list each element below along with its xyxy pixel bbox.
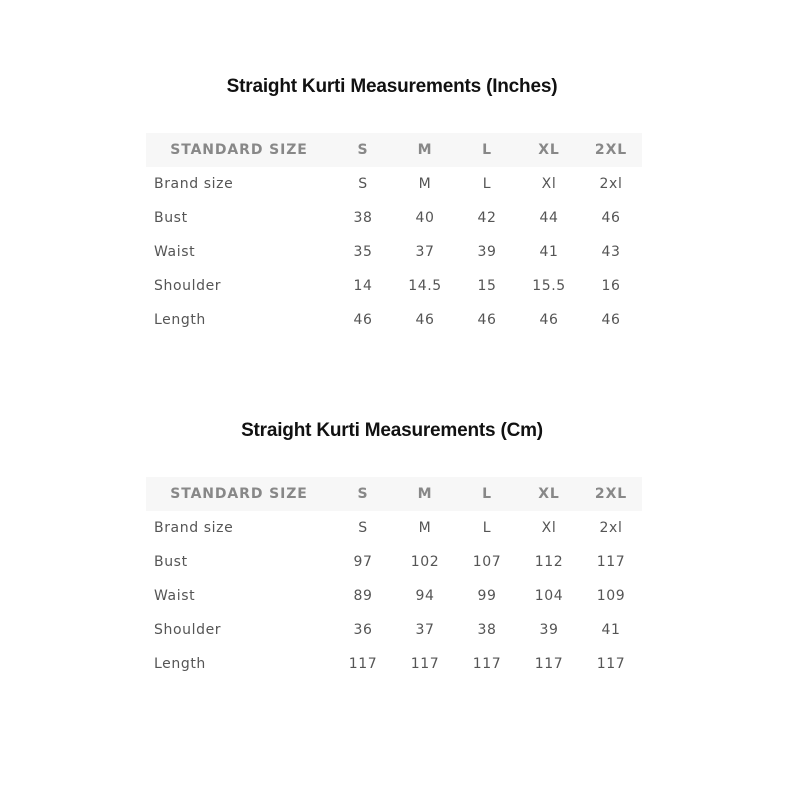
- row-label: Bust: [154, 210, 188, 226]
- header-size-xl: XL: [538, 486, 560, 502]
- table-cell: 117: [348, 656, 378, 672]
- table-cell: 94: [415, 588, 435, 604]
- table-cell: 15.5: [532, 278, 566, 294]
- table-cell: 40: [415, 210, 435, 226]
- table-cell: 46: [353, 312, 373, 328]
- cm-table-title: Straight Kurti Measurements (Cm): [241, 420, 543, 441]
- table-cell: Xl: [541, 520, 557, 536]
- table-cell: 36: [353, 622, 373, 638]
- table-cell: 2xl: [599, 520, 623, 536]
- table-cell: 46: [601, 210, 621, 226]
- table-cell: 107: [472, 554, 502, 570]
- table-cell: 41: [601, 622, 621, 638]
- table-row: [146, 235, 642, 269]
- table-cell: L: [482, 176, 492, 192]
- table-cell: 2xl: [599, 176, 623, 192]
- table-cell: S: [358, 520, 368, 536]
- row-label: Waist: [154, 244, 196, 260]
- table-cell: 46: [415, 312, 435, 328]
- table-row: [146, 545, 642, 579]
- table-row: [146, 201, 642, 235]
- header-size-xl: XL: [538, 142, 560, 158]
- table-cell: 16: [601, 278, 621, 294]
- table-cell: 42: [477, 210, 497, 226]
- header-size-m: M: [417, 142, 433, 158]
- table-cell: 43: [601, 244, 621, 260]
- table-cell: 117: [472, 656, 502, 672]
- table-row: [146, 647, 642, 681]
- table-row: [146, 579, 642, 613]
- row-label: Waist: [154, 588, 196, 604]
- header-size-2xl: 2XL: [594, 486, 628, 502]
- table-row: [146, 167, 642, 201]
- header-standard-size: STANDARD SIZE: [170, 142, 308, 158]
- table-cell: 46: [477, 312, 497, 328]
- row-label: Brand size: [154, 520, 234, 536]
- table-row: [146, 613, 642, 647]
- table-cell: 39: [477, 244, 497, 260]
- row-label: Shoulder: [154, 622, 222, 638]
- row-label: Shoulder: [154, 278, 222, 294]
- table-cell: 44: [539, 210, 559, 226]
- table-cell: 117: [534, 656, 564, 672]
- table-cell: 46: [539, 312, 559, 328]
- row-label: Brand size: [154, 176, 234, 192]
- header-size-l: L: [482, 142, 492, 158]
- table-cell: S: [358, 176, 368, 192]
- row-label: Length: [154, 656, 206, 672]
- table-cell: 39: [539, 622, 559, 638]
- row-label: Bust: [154, 554, 188, 570]
- inches-table-title: Straight Kurti Measurements (Inches): [226, 76, 558, 97]
- table-row: [146, 303, 642, 337]
- inches-size-table: [146, 133, 642, 337]
- table-header-row: [146, 133, 642, 167]
- table-cell: 117: [596, 656, 626, 672]
- table-cell: M: [418, 176, 432, 192]
- table-cell: 41: [539, 244, 559, 260]
- table-cell: 14.5: [408, 278, 442, 294]
- header-size-s: S: [357, 486, 369, 502]
- table-cell: 99: [477, 588, 497, 604]
- header-size-l: L: [482, 486, 492, 502]
- table-cell: 89: [353, 588, 373, 604]
- row-label: Length: [154, 312, 206, 328]
- table-cell: 112: [534, 554, 564, 570]
- header-size-m: M: [417, 486, 433, 502]
- table-cell: 35: [353, 244, 373, 260]
- table-cell: L: [482, 520, 492, 536]
- cm-size-table: [146, 477, 642, 681]
- table-cell: Xl: [541, 176, 557, 192]
- table-cell: 14: [353, 278, 373, 294]
- header-size-2xl: 2XL: [594, 142, 628, 158]
- header-size-s: S: [357, 142, 369, 158]
- table-header-row: [146, 477, 642, 511]
- table-cell: M: [418, 520, 432, 536]
- table-cell: 117: [596, 554, 626, 570]
- table-cell: 38: [477, 622, 497, 638]
- table-row: [146, 269, 642, 303]
- table-row: [146, 511, 642, 545]
- table-cell: 38: [353, 210, 373, 226]
- table-cell: 37: [415, 244, 435, 260]
- table-cell: 15: [477, 278, 497, 294]
- header-standard-size: STANDARD SIZE: [170, 486, 308, 502]
- table-cell: 117: [410, 656, 440, 672]
- table-cell: 46: [601, 312, 621, 328]
- table-cell: 97: [353, 554, 373, 570]
- table-cell: 37: [415, 622, 435, 638]
- table-cell: 104: [534, 588, 564, 604]
- table-cell: 102: [410, 554, 440, 570]
- table-cell: 109: [596, 588, 626, 604]
